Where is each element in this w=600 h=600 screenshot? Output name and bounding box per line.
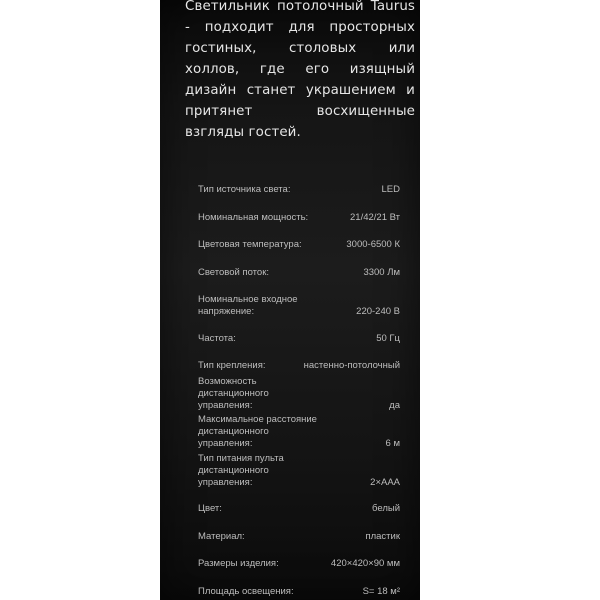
spec-row-material: [198, 517, 400, 543]
spec-value: 3300 Лм: [363, 266, 400, 278]
spec-row-light-source: [198, 170, 400, 196]
spec-label: Номинальная мощность:: [198, 211, 309, 223]
spec-value: 420×420×90 мм: [330, 558, 400, 569]
spec-label: Тип крепления:: [198, 360, 266, 371]
spec-row-lighting-area: [198, 572, 400, 598]
spec-value: S= 18 м²: [362, 585, 400, 597]
spec-value: LED: [381, 184, 400, 195]
spec-row-luminous-flux: [198, 253, 400, 279]
spec-row-remote-distance: [198, 412, 400, 450]
spec-label: Частота:: [198, 332, 236, 344]
spec-value: 3000-6500 К: [346, 239, 400, 250]
spec-value: 2×AAA: [370, 476, 400, 488]
spec-label: Площадь освещения:: [198, 585, 294, 597]
spec-label: Номинальное входное напряжение:: [198, 294, 298, 317]
spec-row-mount-type: [198, 346, 400, 372]
spec-row-remote-battery: [198, 451, 400, 489]
spec-value: пластик: [365, 530, 400, 542]
spec-row-voltage: [198, 280, 400, 318]
spec-row-frequency: [198, 319, 400, 345]
spec-value: 6 м: [385, 438, 400, 449]
spec-value: настенно-потолочный: [303, 360, 400, 371]
spec-label: Тип источника света:: [198, 184, 291, 195]
spec-value: белый: [372, 503, 400, 514]
spec-label: Световой поток:: [198, 266, 270, 278]
spec-label: Цвет:: [198, 503, 222, 514]
spec-label: Тип питания пульта дистанционного управления:: [198, 452, 284, 488]
spec-row-color: [198, 489, 400, 515]
spec-row-dimensions: [198, 544, 400, 570]
spec-row-remote-control: [198, 374, 400, 412]
spec-label: Материал:: [198, 530, 245, 542]
product-description: Светильник потолочный Taurus - подходит для просторных гостиных, столовых или холлов, где его изящный дизайн станет украшением и притянет восхищенные взгляды гостей.: [185, 0, 415, 140]
spec-value: 50 Гц: [376, 332, 400, 344]
product-info-banner: [160, 0, 420, 600]
spec-row-power: [198, 198, 400, 224]
spec-label: Возможность дистанционного управления:: [198, 375, 269, 411]
spec-row-color-temperature: [198, 225, 400, 251]
spec-label: Размеры изделия:: [198, 558, 279, 569]
spec-list: [198, 170, 400, 599]
spec-value: 220-240 В: [356, 306, 400, 317]
spec-value: да: [389, 399, 400, 411]
spec-label: Цветовая температура:: [198, 239, 302, 250]
spec-label: Максимальное расстояние дистанционного управления:: [198, 414, 317, 449]
spec-value: 21/42/21 Вт: [350, 211, 400, 223]
